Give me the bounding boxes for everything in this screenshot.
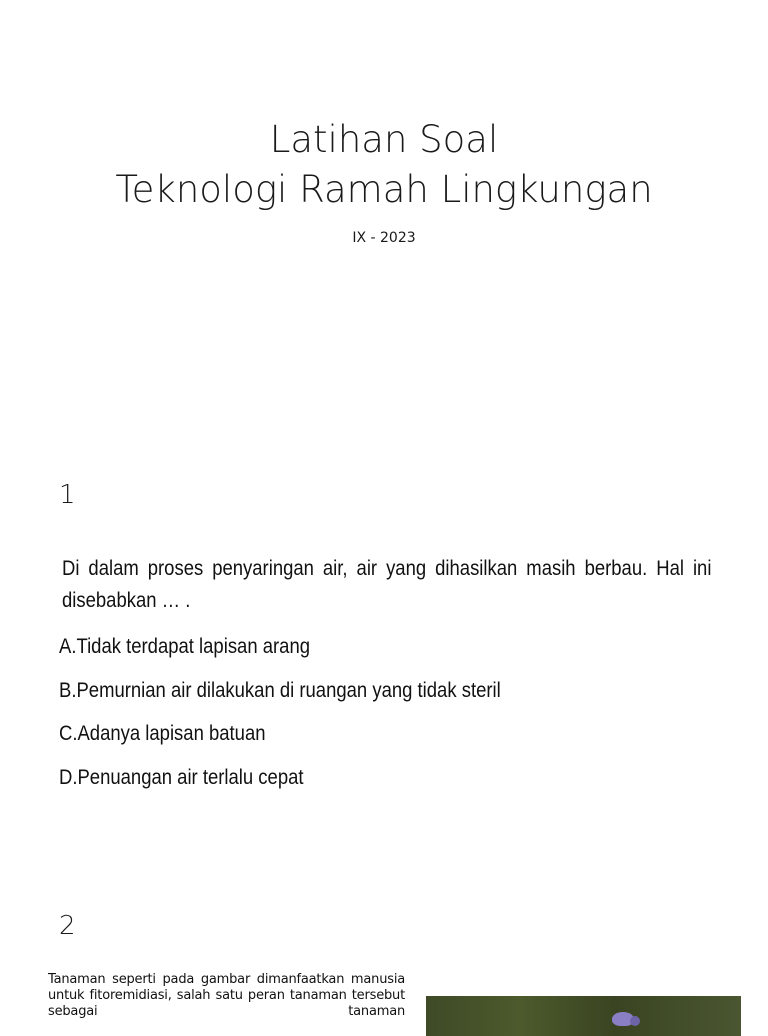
option-c-letter: C. xyxy=(59,722,78,745)
option-a xyxy=(59,633,310,661)
question-2-text: Tanaman seperti pada gambar dimanfaatkan manusia untuk fitoremidiasi, salah satu peran tanaman tersebut sebagai tanaman xyxy=(48,972,405,1019)
subtitle: IX - 2023 xyxy=(352,230,416,246)
option-c-text: Adanya lapisan batuan xyxy=(77,722,266,745)
option-d-text: Penuangan air terlalu cepat xyxy=(77,766,304,789)
flower-bud xyxy=(630,1016,640,1026)
option-d xyxy=(59,764,304,792)
option-b-letter: B. xyxy=(59,679,77,702)
option-b xyxy=(59,677,501,705)
title-line-1: Latihan Soal xyxy=(269,118,499,161)
question-1-text: Di dalam proses penyaringan air, air yang dihasilkan masih berbau. Hal ini disebabkan … . xyxy=(62,557,712,612)
option-b-text: Pemurnian air dilakukan di ruangan yang tidak steril xyxy=(76,679,501,702)
plant-photo xyxy=(426,996,741,1036)
question-2-number: 2 xyxy=(59,911,76,941)
question-1-number: 1 xyxy=(59,480,76,510)
title-line-2: Teknologi Ramah Lingkungan xyxy=(115,168,653,211)
option-a-text: Tidak terdapat lapisan arang xyxy=(76,635,311,658)
option-a-letter: A. xyxy=(59,635,77,658)
option-c xyxy=(59,720,266,748)
option-d-letter: D. xyxy=(59,766,78,789)
